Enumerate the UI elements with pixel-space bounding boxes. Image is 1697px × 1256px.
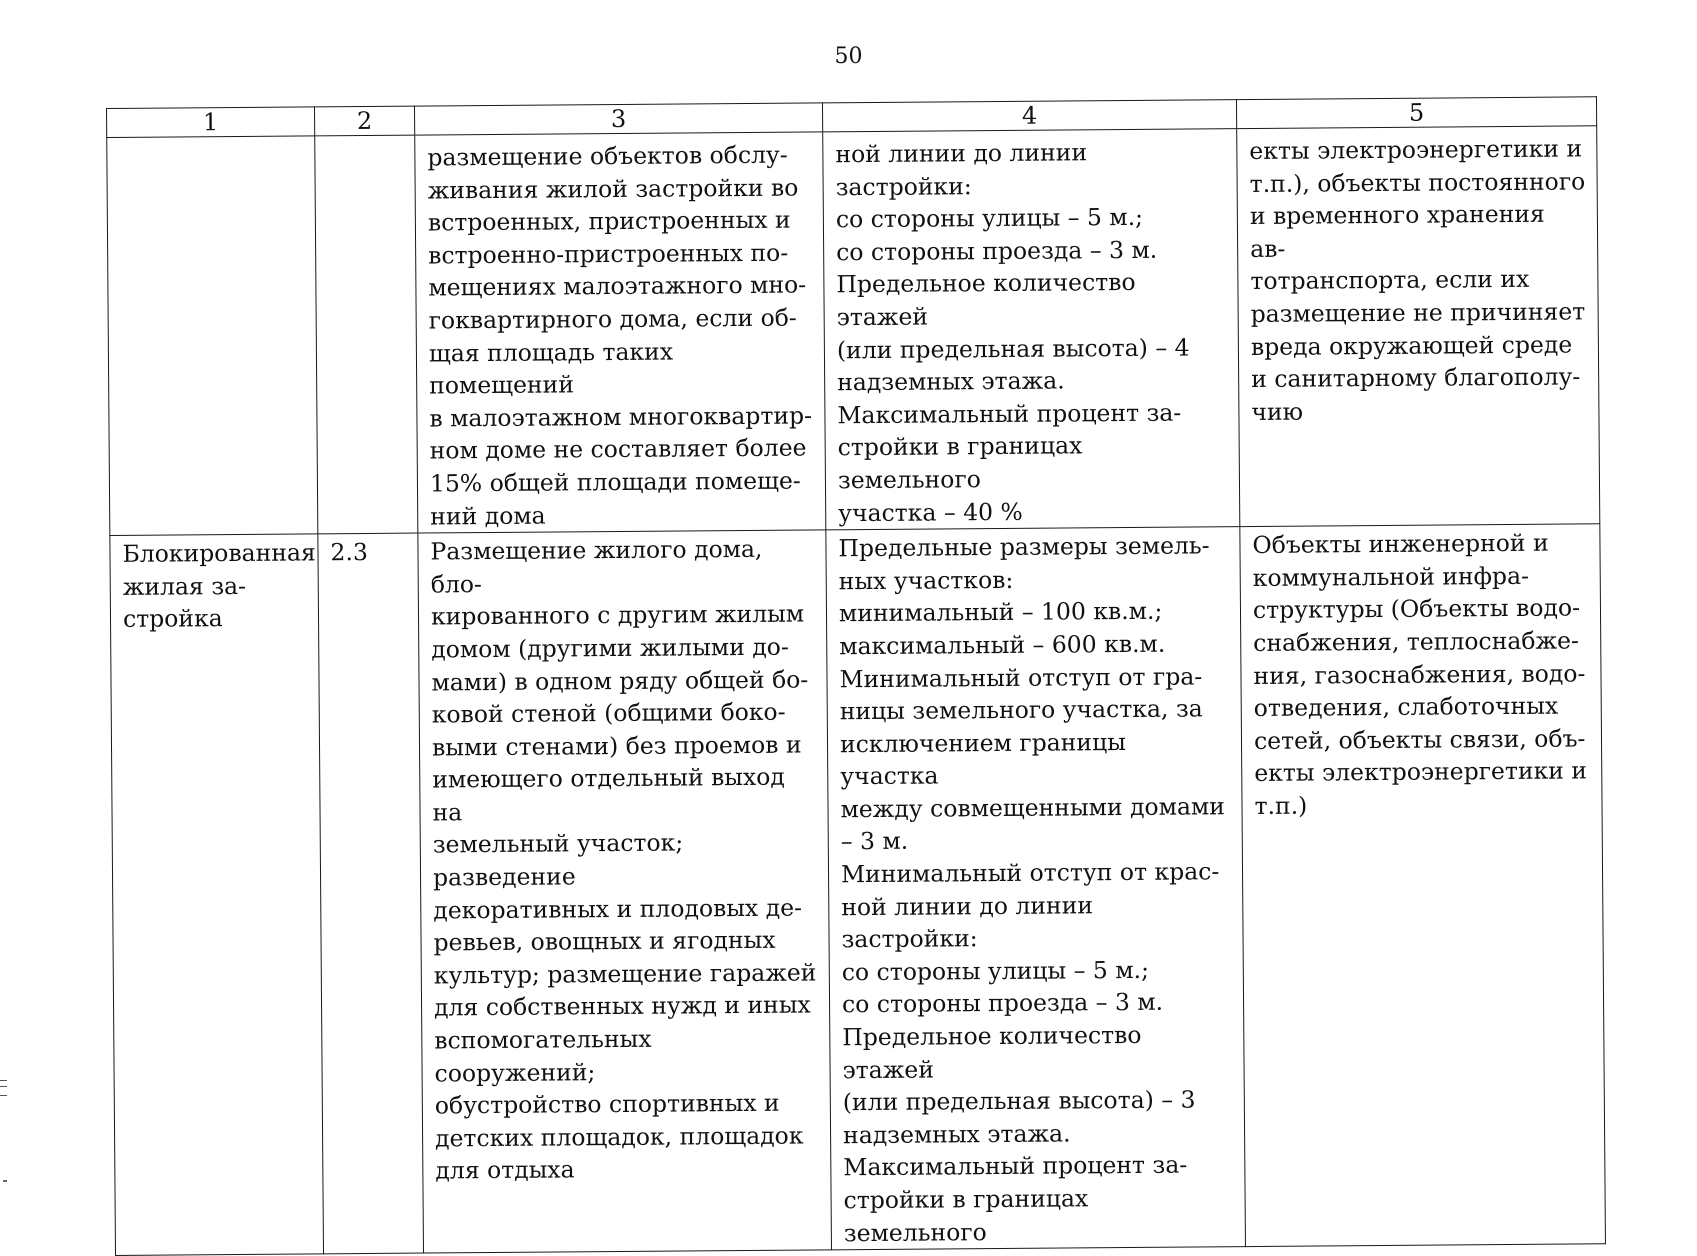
cell-auxiliary-uses: екты электроэнергетики и т.п.), объекты постоянного и временного хранения ав- тотранспорта, если их размещение не причиняет вреда окружающей среде и санитарному благополу- чию [1237, 126, 1600, 527]
column-header-5: 5 [1236, 97, 1596, 129]
cell-use-description: размещение объектов обслу- живания жилой застройки во встроенных, пристроенных и встроенно-пристроенных по- мещениях малоэтажного мно- гоквартирного дома, если об- щая площадь таких помещений в малоэтажном многоквартир- ном доме не составляет более 15% общей площади помеще- ний дома [415, 132, 826, 533]
cell-limit-parameters: ной линии до линии застройки: со стороны улицы – 5 м.; со стороны проезда – 3 м. Предельное количество этажей (или предельная высота) – 4 надземных этажа. Максимальный процент за- стройки в границах земельного участка – 40 % [823, 129, 1240, 530]
cell-limit-parameters: Предельные размеры земель- ных участков: минимальный – 100 кв.м.; максимальный – 600 кв.м. Минимальный отступ от гра- ницы земельного участка, за исключением границы участка между совмещенными домами – 3 м. Минимальный отступ от крас- ной линии до линии застройки: со стороны улицы – 5 м.; со стороны проезда – 3 м. Предельное количество этажей (или предельная высота) – 3 надземных этажа. Максимальный процент за- стройки в границах земельного [826, 527, 1246, 1250]
page-number: 50 [834, 44, 863, 69]
cell-auxiliary-uses: Объекты инженерной и коммунальной инфра- структуры (Объекты водо- снабжения, теплоснабже- ния, газоснабжения, водо- отведения, слаботочных сетей, объекты связи, объ- екты электроэнергетики и т.п.) [1240, 524, 1606, 1247]
margin-dot [3, 1180, 7, 1182]
binding-margin-mark [0, 1080, 7, 1096]
cell-use-code [315, 135, 418, 534]
column-header-2: 2 [314, 106, 414, 136]
table-row [110, 524, 1606, 1256]
cell-use-name [107, 136, 318, 536]
cell-use-code: 2.3 [318, 533, 424, 1254]
cell-use-description: Размещение жилого дома, бло- кированного с другим жилым домом (другими жилыми до- мами) в одном ряду общей бо- ковой стеной (общими боко- выми стенами) без проемов и имеющего отдельный выход на земельный участок; разведение декоративных и плодовых де- ревьев, овощных и ягодных культур; размещение гаражей для собственных нужд и иных вспомогательных сооружений; обустройство спортивных и детских площадок, площадок для отдыха [418, 530, 832, 1253]
column-header-1: 1 [107, 107, 315, 138]
column-header-3: 3 [414, 103, 822, 135]
regulations-table [106, 96, 1606, 1256]
column-header-4: 4 [822, 100, 1236, 132]
cell-use-name: Блокированная жилая за- стройка [110, 534, 324, 1256]
table-row [107, 126, 1600, 536]
